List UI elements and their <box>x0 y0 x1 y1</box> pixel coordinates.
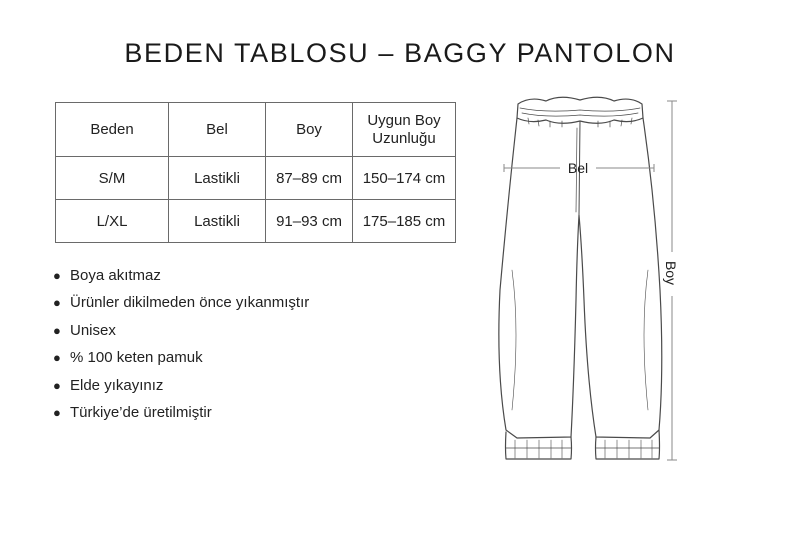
length-label: Boy <box>663 260 679 286</box>
feature-text: Boya akıtmaz <box>70 267 161 284</box>
header-beden: Beden <box>56 103 169 157</box>
bullet-icon: ● <box>53 295 61 311</box>
waist-label: Bel <box>567 160 589 176</box>
cell-uygun-boy: 150–174 cm <box>353 157 456 200</box>
feature-text: Elde yıkayınız <box>70 376 164 394</box>
bullet-icon: ● <box>53 350 61 366</box>
page-title: BEDEN TABLOSU – BAGGY PANTOLON <box>124 38 676 68</box>
feature-text: Türkiye’de üretilmiştir <box>70 403 212 421</box>
bullet-icon: ● <box>53 404 61 420</box>
bullet-icon: ● <box>53 322 61 338</box>
cell-boy: 87–89 cm <box>266 157 353 200</box>
cell-beden: L/XL <box>56 200 169 243</box>
cell-beden: S/M <box>56 157 169 200</box>
cell-boy: 91–93 cm <box>266 200 353 243</box>
feature-text: Ürünler dikilmeden önce yıkanmıştır <box>70 294 310 312</box>
cell-uygun-boy: 175–185 cm <box>353 200 456 243</box>
cell-bel: Lastikli <box>169 157 266 200</box>
header-bel: Bel <box>169 103 266 157</box>
bullet-icon: ● <box>53 268 61 283</box>
header-boy: Boy <box>266 103 353 157</box>
pants-outline-icon <box>499 97 662 459</box>
feature-text: % 100 keten pamuk <box>70 349 203 367</box>
header-uygun-boy-line-1: Uygun Boy <box>367 111 441 129</box>
header-uygun-boy-line-2: Uzunluğu <box>372 129 436 147</box>
feature-text: Unisex <box>70 321 116 339</box>
bullet-icon: ● <box>53 377 61 393</box>
cell-bel: Lastikli <box>169 200 266 243</box>
